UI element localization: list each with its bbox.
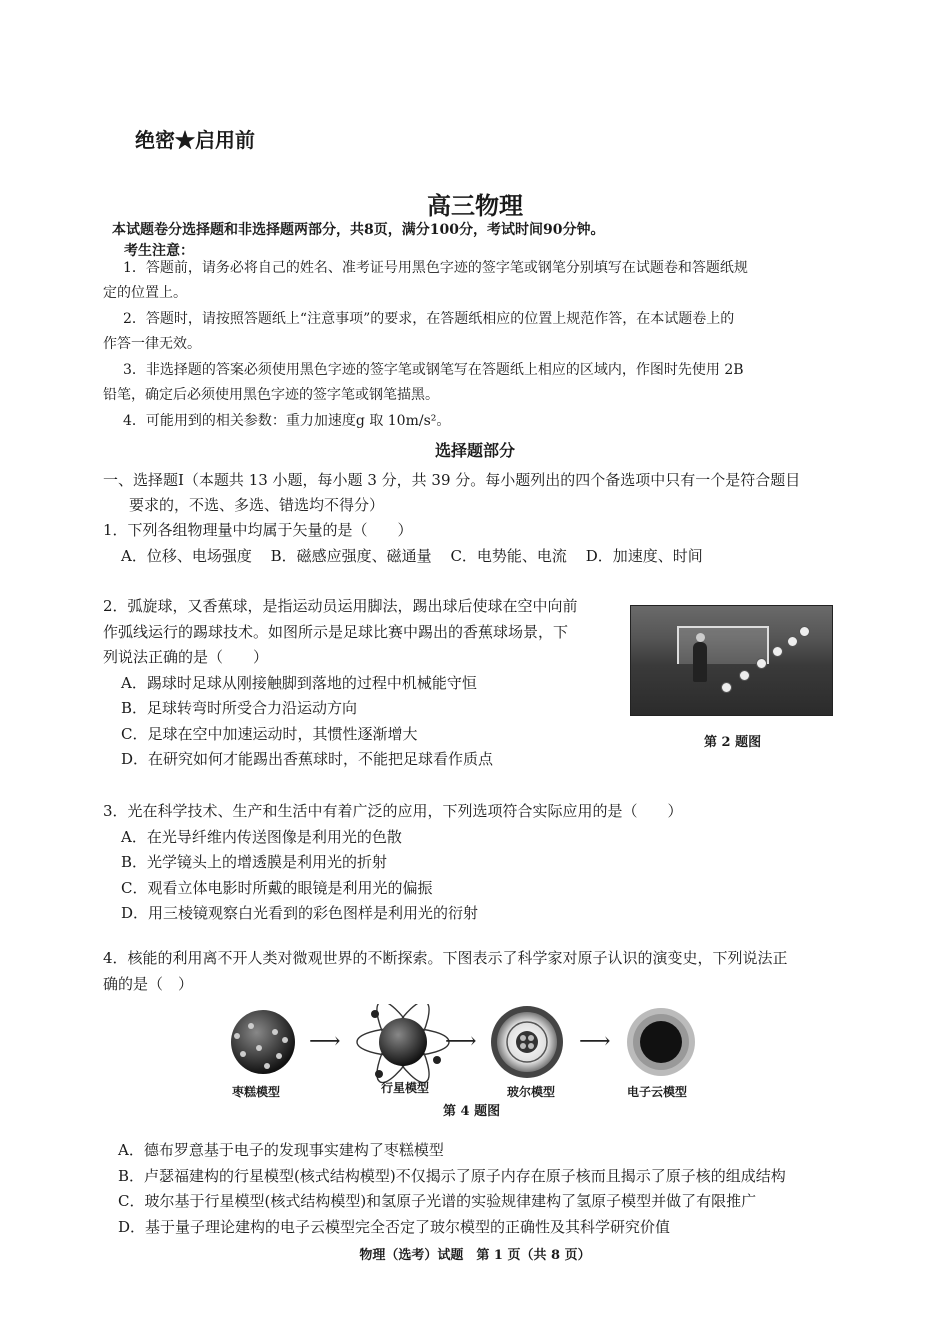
atom-models-figure <box>223 1004 703 1084</box>
question-1-option-d[interactable]: D．加速度、时间 <box>585 546 703 565</box>
exam-info: 本试题卷分选择题和非选择题两部分，共8页，满分100分，考试时间90分钟。 <box>112 222 605 238</box>
part-1-line-2: 要求的，不选、多选、错选均不得分） <box>129 496 385 514</box>
player-shape <box>693 642 707 682</box>
question-1-option-c[interactable]: C．电势能、电流 <box>450 546 567 565</box>
section-heading: 选择题部分 <box>434 441 515 460</box>
ball-shape <box>799 626 810 637</box>
figure-2-caption: 第 2 题图 <box>704 735 762 750</box>
question-2-option-c[interactable]: C．足球在空中加速运动时，其惯性逐渐增大 <box>121 724 418 743</box>
question-4-option-b[interactable]: B．卢瑟福建构的行星模型(核式结构模型)不仅揭示了原子内存在原子核而且揭示了原子核的组成结构 <box>118 1166 786 1185</box>
question-4-option-c[interactable]: C．玻尔基于行星模型(核式结构模型)和氢原子光谱的实验规律建构了氢原子模型并做了有限推广 <box>118 1192 757 1210</box>
notice-2-line-1: 2．答题时，请按照答题纸上“注意事项”的要求，在答题纸相应的位置上规范作答，在本试题卷上的 <box>123 311 735 327</box>
notice-2-line-2: 作答一律无效。 <box>103 336 201 352</box>
question-4-options <box>118 1138 786 1240</box>
question-2-option-b[interactable]: B．足球转弯时所受合力沿运动方向 <box>121 699 358 717</box>
notice-3 <box>103 358 851 408</box>
question-3 <box>103 799 683 927</box>
arrow-icon: ⟶ <box>579 1029 611 1054</box>
part-1-line-1: 一、选择题Ⅰ（本题共 13 小题，每小题 3 分，共 39 分。每小题列出的四个备选项中只有一个是符合题目 <box>103 471 801 489</box>
ball-shape <box>756 658 767 669</box>
question-4-option-a[interactable]: A．德布罗意基于电子的发现事实建构了枣糕模型 <box>118 1141 444 1159</box>
arrow-icon: ⟶ <box>309 1029 341 1054</box>
question-3-option-d[interactable]: D．用三棱镜观察白光看到的彩色图样是利用光的衍射 <box>121 904 479 922</box>
goal-shape <box>677 626 769 664</box>
figure-4-caption: 第 4 题图 <box>443 1104 501 1119</box>
question-2-stem-line-1: 2．弧旋球，又香蕉球，是指运动员运用脚法，踢出球后使球在空中向前 <box>103 597 578 615</box>
question-2-stem-line-3: 列说法正确的是（ ） <box>103 648 269 666</box>
notice-1-line-1: 1．答题前，请务必将自己的姓名、准考证号用黑色字迹的签字笔或钢笔分别填写在试题卷和答题纸规 <box>123 260 748 276</box>
notice-1 <box>103 256 851 306</box>
arrow-icon: ⟶ <box>445 1029 477 1054</box>
notice-2 <box>103 307 851 357</box>
question-2 <box>103 594 578 773</box>
question-1-option-b[interactable]: B．磁感应强度、磁通量 <box>270 546 432 565</box>
model-label-electron-cloud: 电子云模型 <box>627 1085 688 1099</box>
question-1-stem: 1．下列各组物理量中均属于矢量的是（ ） <box>103 521 413 539</box>
ball-shape <box>772 646 783 657</box>
ball-shape <box>739 670 750 681</box>
exam-title: 高三物理 <box>427 191 523 220</box>
notice-1-line-2: 定的位置上。 <box>103 285 187 301</box>
model-label-bohr: 玻尔模型 <box>507 1085 556 1099</box>
question-3-option-a[interactable]: A．在光导纤维内传送图像是利用光的色散 <box>121 827 402 846</box>
question-4-stem-line-2: 确的是（ ） <box>103 974 194 993</box>
model-label-planetary: 行星模型 <box>381 1081 430 1095</box>
notice-3-line-1: 3．非选择题的答案必须使用黑色字迹的签字笔或钢笔写在答题纸上相应的区域内，作图时先使用 2B <box>123 362 744 378</box>
banana-kick-photo <box>630 605 833 716</box>
atom-models-svg <box>223 1004 703 1084</box>
ball-shape <box>721 682 732 693</box>
notice-4 <box>103 409 851 434</box>
question-1-option-a[interactable]: A．位移、电场强度 <box>121 546 252 565</box>
question-1-options <box>103 544 717 570</box>
part-1-instructions <box>103 468 853 518</box>
page-footer: 物理（选考）试题 第 1 页（共 8 页） <box>359 1248 591 1263</box>
question-3-option-c[interactable]: C．观看立体电影时所戴的眼镜是利用光的偏振 <box>121 878 433 897</box>
question-2-stem-line-2: 作弧线运行的踢球技术。如图所示是足球比赛中踢出的香蕉球场景，下 <box>103 622 569 641</box>
question-3-stem: 3．光在科学技术、生产和生活中有着广泛的应用，下列选项符合实际应用的是（ ） <box>103 802 683 820</box>
notice-3-line-2: 铅笔，确定后必须使用黑色字迹的签字笔或钢笔描黑。 <box>103 387 439 403</box>
notice-heading: 考生注意： <box>124 243 194 259</box>
question-4-option-d[interactable]: D．基于量子理论建构的电子云模型完全否定了玻尔模型的正确性及其科学研究价值 <box>118 1217 671 1236</box>
notice-4-line-1: 4．可能用到的相关参数：重力加速度g 取 10m/s²。 <box>123 413 451 429</box>
electron-cloud-model <box>627 1008 695 1076</box>
planetary-model <box>357 1004 449 1084</box>
question-2-option-a[interactable]: A．踢球时足球从刚接触脚到落地的过程中机械能守恒 <box>121 673 477 692</box>
plum-pudding-model <box>231 1010 295 1074</box>
question-4 <box>103 946 788 997</box>
question-3-option-b[interactable]: B．光学镜头上的增透膜是利用光的折射 <box>121 853 388 871</box>
ball-shape <box>787 636 798 647</box>
question-1 <box>103 518 717 569</box>
question-4-stem-line-1: 4．核能的利用离不开人类对微观世界的不断探索。下图表示了科学家对原子认识的演变史，下列说法正 <box>103 949 788 967</box>
question-2-option-d[interactable]: D．在研究如何才能踢出香蕉球时，不能把足球看作质点 <box>121 750 494 768</box>
bohr-model <box>491 1006 563 1078</box>
confidential-mark: 绝密★启用前 <box>135 128 255 152</box>
model-label-plum-pudding: 枣糕模型 <box>232 1085 281 1099</box>
